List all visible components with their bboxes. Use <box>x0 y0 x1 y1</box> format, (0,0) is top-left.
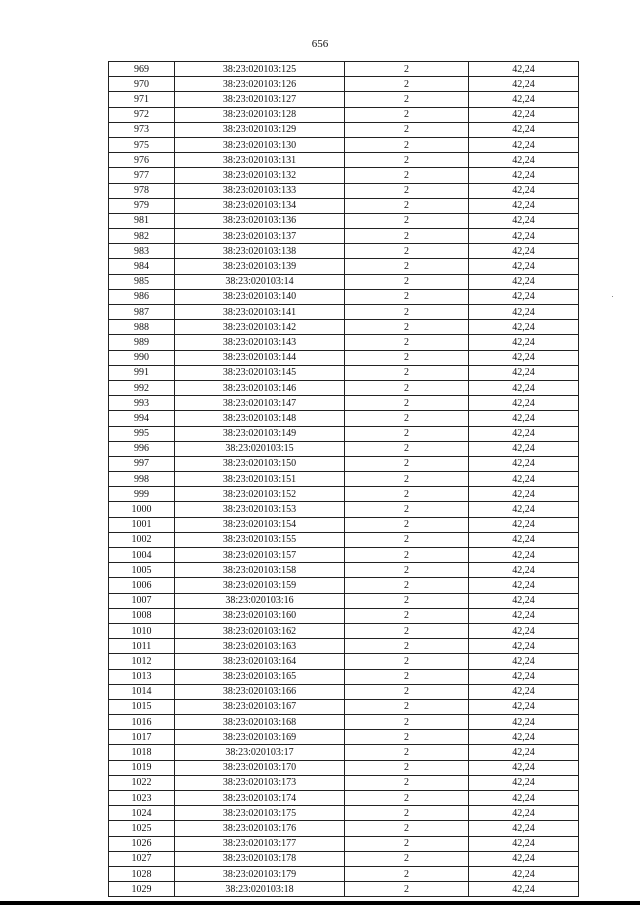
table-row <box>109 244 579 259</box>
count-cell: 2 <box>345 866 469 881</box>
scan-speck <box>612 296 613 297</box>
row-number-cell: 981 <box>109 213 175 228</box>
count-cell: 2 <box>345 760 469 775</box>
cadastral-number-cell: 38:23:020103:159 <box>175 578 345 593</box>
row-number-cell: 1028 <box>109 866 175 881</box>
area-cell: 42,24 <box>469 882 579 897</box>
area-cell: 42,24 <box>469 866 579 881</box>
row-number-cell: 988 <box>109 320 175 335</box>
count-cell: 2 <box>345 775 469 790</box>
row-number-cell: 978 <box>109 183 175 198</box>
count-cell: 2 <box>345 335 469 350</box>
table-row <box>109 396 579 411</box>
count-cell: 2 <box>345 426 469 441</box>
area-cell: 42,24 <box>469 137 579 152</box>
row-number-cell: 1012 <box>109 654 175 669</box>
count-cell: 2 <box>345 684 469 699</box>
area-cell: 42,24 <box>469 715 579 730</box>
area-cell: 42,24 <box>469 608 579 623</box>
cadastral-number-cell: 38:23:020103:127 <box>175 92 345 107</box>
table-row <box>109 760 579 775</box>
count-cell: 2 <box>345 639 469 654</box>
table-row <box>109 715 579 730</box>
row-number-cell: 1005 <box>109 563 175 578</box>
row-number-cell: 1004 <box>109 548 175 563</box>
count-cell: 2 <box>345 806 469 821</box>
table-row <box>109 153 579 168</box>
table-row <box>109 426 579 441</box>
cadastral-number-cell: 38:23:020103:177 <box>175 836 345 851</box>
row-number-cell: 1007 <box>109 593 175 608</box>
row-number-cell: 985 <box>109 274 175 289</box>
count-cell: 2 <box>345 229 469 244</box>
table-row <box>109 380 579 395</box>
area-cell: 42,24 <box>469 213 579 228</box>
cadastral-number-cell: 38:23:020103:158 <box>175 563 345 578</box>
count-cell: 2 <box>345 365 469 380</box>
table-row <box>109 335 579 350</box>
table-row <box>109 122 579 137</box>
count-cell: 2 <box>345 532 469 547</box>
table-row <box>109 866 579 881</box>
area-cell: 42,24 <box>469 426 579 441</box>
row-number-cell: 1006 <box>109 578 175 593</box>
area-cell: 42,24 <box>469 639 579 654</box>
cadastral-number-cell: 38:23:020103:167 <box>175 699 345 714</box>
area-cell: 42,24 <box>469 487 579 502</box>
area-cell: 42,24 <box>469 289 579 304</box>
count-cell: 2 <box>345 791 469 806</box>
area-cell: 42,24 <box>469 472 579 487</box>
row-number-cell: 977 <box>109 168 175 183</box>
table-row <box>109 213 579 228</box>
cadastral-number-cell: 38:23:020103:168 <box>175 715 345 730</box>
row-number-cell: 972 <box>109 107 175 122</box>
area-cell: 42,24 <box>469 259 579 274</box>
area-cell: 42,24 <box>469 517 579 532</box>
area-cell: 42,24 <box>469 836 579 851</box>
table-row <box>109 62 579 77</box>
count-cell: 2 <box>345 502 469 517</box>
cadastral-number-cell: 38:23:020103:125 <box>175 62 345 77</box>
row-number-cell: 976 <box>109 153 175 168</box>
table-row <box>109 851 579 866</box>
table-row <box>109 684 579 699</box>
table-row <box>109 229 579 244</box>
row-number-cell: 1023 <box>109 791 175 806</box>
count-cell: 2 <box>345 244 469 259</box>
table-row <box>109 320 579 335</box>
count-cell: 2 <box>345 213 469 228</box>
cadastral-number-cell: 38:23:020103:145 <box>175 365 345 380</box>
row-number-cell: 1017 <box>109 730 175 745</box>
count-cell: 2 <box>345 168 469 183</box>
cadastral-number-cell: 38:23:020103:153 <box>175 502 345 517</box>
table-row <box>109 274 579 289</box>
row-number-cell: 1027 <box>109 851 175 866</box>
area-cell: 42,24 <box>469 532 579 547</box>
table-row <box>109 669 579 684</box>
area-cell: 42,24 <box>469 380 579 395</box>
table-row <box>109 578 579 593</box>
cadastral-number-cell: 38:23:020103:164 <box>175 654 345 669</box>
cadastral-number-cell: 38:23:020103:146 <box>175 380 345 395</box>
count-cell: 2 <box>345 517 469 532</box>
cadastral-number-cell: 38:23:020103:142 <box>175 320 345 335</box>
count-cell: 2 <box>345 456 469 471</box>
cadastral-number-cell: 38:23:020103:144 <box>175 350 345 365</box>
area-cell: 42,24 <box>469 548 579 563</box>
count-cell: 2 <box>345 77 469 92</box>
area-cell: 42,24 <box>469 122 579 137</box>
table-row <box>109 563 579 578</box>
count-cell: 2 <box>345 654 469 669</box>
count-cell: 2 <box>345 122 469 137</box>
row-number-cell: 969 <box>109 62 175 77</box>
row-number-cell: 1000 <box>109 502 175 517</box>
table-row <box>109 198 579 213</box>
row-number-cell: 998 <box>109 472 175 487</box>
area-cell: 42,24 <box>469 745 579 760</box>
row-number-cell: 999 <box>109 487 175 502</box>
scan-speck <box>148 852 149 853</box>
count-cell: 2 <box>345 851 469 866</box>
table-row <box>109 411 579 426</box>
table-row <box>109 77 579 92</box>
cadastral-number-cell: 38:23:020103:134 <box>175 198 345 213</box>
cadastral-number-cell: 38:23:020103:148 <box>175 411 345 426</box>
row-number-cell: 1010 <box>109 623 175 638</box>
row-number-cell: 983 <box>109 244 175 259</box>
row-number-cell: 1029 <box>109 882 175 897</box>
cadastral-number-cell: 38:23:020103:133 <box>175 183 345 198</box>
table-row <box>109 532 579 547</box>
area-cell: 42,24 <box>469 699 579 714</box>
cadastral-number-cell: 38:23:020103:130 <box>175 137 345 152</box>
count-cell: 2 <box>345 882 469 897</box>
area-cell: 42,24 <box>469 62 579 77</box>
row-number-cell: 990 <box>109 350 175 365</box>
count-cell: 2 <box>345 137 469 152</box>
area-cell: 42,24 <box>469 578 579 593</box>
count-cell: 2 <box>345 593 469 608</box>
area-cell: 42,24 <box>469 365 579 380</box>
cadastral-number-cell: 38:23:020103:152 <box>175 487 345 502</box>
table-row <box>109 623 579 638</box>
cadastral-number-cell: 38:23:020103:17 <box>175 745 345 760</box>
row-number-cell: 979 <box>109 198 175 213</box>
row-number-cell: 1018 <box>109 745 175 760</box>
count-cell: 2 <box>345 745 469 760</box>
count-cell: 2 <box>345 198 469 213</box>
cadastral-number-cell: 38:23:020103:141 <box>175 305 345 320</box>
area-cell: 42,24 <box>469 107 579 122</box>
area-cell: 42,24 <box>469 441 579 456</box>
row-number-cell: 997 <box>109 456 175 471</box>
count-cell: 2 <box>345 320 469 335</box>
area-cell: 42,24 <box>469 623 579 638</box>
area-cell: 42,24 <box>469 821 579 836</box>
cadastral-number-cell: 38:23:020103:166 <box>175 684 345 699</box>
table-row <box>109 821 579 836</box>
count-cell: 2 <box>345 411 469 426</box>
table-row <box>109 730 579 745</box>
cadastral-number-cell: 38:23:020103:126 <box>175 77 345 92</box>
count-cell: 2 <box>345 699 469 714</box>
cadastral-number-cell: 38:23:020103:154 <box>175 517 345 532</box>
count-cell: 2 <box>345 472 469 487</box>
row-number-cell: 992 <box>109 380 175 395</box>
table-row <box>109 882 579 897</box>
table-row <box>109 350 579 365</box>
cadastral-number-cell: 38:23:020103:143 <box>175 335 345 350</box>
table-row <box>109 502 579 517</box>
table-row <box>109 305 579 320</box>
row-number-cell: 1001 <box>109 517 175 532</box>
count-cell: 2 <box>345 821 469 836</box>
table-row <box>109 593 579 608</box>
cadastral-number-cell: 38:23:020103:137 <box>175 229 345 244</box>
cadastral-number-cell: 38:23:020103:160 <box>175 608 345 623</box>
table-row <box>109 836 579 851</box>
row-number-cell: 1015 <box>109 699 175 714</box>
row-number-cell: 975 <box>109 137 175 152</box>
table-row <box>109 456 579 471</box>
row-number-cell: 989 <box>109 335 175 350</box>
row-number-cell: 982 <box>109 229 175 244</box>
cadastral-number-cell: 38:23:020103:138 <box>175 244 345 259</box>
cadastral-number-cell: 38:23:020103:151 <box>175 472 345 487</box>
parcel-table <box>108 61 579 897</box>
area-cell: 42,24 <box>469 153 579 168</box>
count-cell: 2 <box>345 578 469 593</box>
cadastral-number-cell: 38:23:020103:178 <box>175 851 345 866</box>
area-cell: 42,24 <box>469 851 579 866</box>
row-number-cell: 996 <box>109 441 175 456</box>
area-cell: 42,24 <box>469 396 579 411</box>
area-cell: 42,24 <box>469 806 579 821</box>
cadastral-number-cell: 38:23:020103:173 <box>175 775 345 790</box>
cadastral-number-cell: 38:23:020103:139 <box>175 259 345 274</box>
table-row <box>109 487 579 502</box>
cadastral-number-cell: 38:23:020103:157 <box>175 548 345 563</box>
cadastral-number-cell: 38:23:020103:174 <box>175 791 345 806</box>
cadastral-number-cell: 38:23:020103:136 <box>175 213 345 228</box>
cadastral-number-cell: 38:23:020103:14 <box>175 274 345 289</box>
table-row <box>109 745 579 760</box>
scan-edge-bar <box>0 901 640 905</box>
count-cell: 2 <box>345 730 469 745</box>
area-cell: 42,24 <box>469 760 579 775</box>
table-row <box>109 806 579 821</box>
area-cell: 42,24 <box>469 92 579 107</box>
cadastral-number-cell: 38:23:020103:150 <box>175 456 345 471</box>
table-row <box>109 107 579 122</box>
cadastral-number-cell: 38:23:020103:18 <box>175 882 345 897</box>
row-number-cell: 987 <box>109 305 175 320</box>
count-cell: 2 <box>345 669 469 684</box>
count-cell: 2 <box>345 62 469 77</box>
count-cell: 2 <box>345 563 469 578</box>
count-cell: 2 <box>345 623 469 638</box>
count-cell: 2 <box>345 153 469 168</box>
row-number-cell: 970 <box>109 77 175 92</box>
cadastral-number-cell: 38:23:020103:179 <box>175 866 345 881</box>
area-cell: 42,24 <box>469 669 579 684</box>
row-number-cell: 1008 <box>109 608 175 623</box>
area-cell: 42,24 <box>469 305 579 320</box>
cadastral-number-cell: 38:23:020103:140 <box>175 289 345 304</box>
table-row <box>109 365 579 380</box>
area-cell: 42,24 <box>469 168 579 183</box>
cadastral-number-cell: 38:23:020103:15 <box>175 441 345 456</box>
row-number-cell: 986 <box>109 289 175 304</box>
area-cell: 42,24 <box>469 198 579 213</box>
count-cell: 2 <box>345 396 469 411</box>
area-cell: 42,24 <box>469 730 579 745</box>
count-cell: 2 <box>345 259 469 274</box>
area-cell: 42,24 <box>469 350 579 365</box>
row-number-cell: 984 <box>109 259 175 274</box>
area-cell: 42,24 <box>469 183 579 198</box>
area-cell: 42,24 <box>469 775 579 790</box>
table-row <box>109 259 579 274</box>
count-cell: 2 <box>345 289 469 304</box>
table-row <box>109 699 579 714</box>
row-number-cell: 1026 <box>109 836 175 851</box>
count-cell: 2 <box>345 350 469 365</box>
row-number-cell: 1022 <box>109 775 175 790</box>
cadastral-number-cell: 38:23:020103:170 <box>175 760 345 775</box>
count-cell: 2 <box>345 107 469 122</box>
table-row <box>109 654 579 669</box>
table-row <box>109 608 579 623</box>
area-cell: 42,24 <box>469 654 579 669</box>
count-cell: 2 <box>345 548 469 563</box>
row-number-cell: 1013 <box>109 669 175 684</box>
count-cell: 2 <box>345 487 469 502</box>
count-cell: 2 <box>345 305 469 320</box>
count-cell: 2 <box>345 836 469 851</box>
cadastral-number-cell: 38:23:020103:165 <box>175 669 345 684</box>
parcel-table-body <box>109 62 579 897</box>
cadastral-number-cell: 38:23:020103:169 <box>175 730 345 745</box>
area-cell: 42,24 <box>469 502 579 517</box>
cadastral-number-cell: 38:23:020103:163 <box>175 639 345 654</box>
cadastral-number-cell: 38:23:020103:132 <box>175 168 345 183</box>
count-cell: 2 <box>345 441 469 456</box>
table-row <box>109 472 579 487</box>
count-cell: 2 <box>345 715 469 730</box>
area-cell: 42,24 <box>469 77 579 92</box>
row-number-cell: 1016 <box>109 715 175 730</box>
cadastral-number-cell: 38:23:020103:162 <box>175 623 345 638</box>
area-cell: 42,24 <box>469 791 579 806</box>
table-row <box>109 639 579 654</box>
area-cell: 42,24 <box>469 274 579 289</box>
cadastral-number-cell: 38:23:020103:175 <box>175 806 345 821</box>
area-cell: 42,24 <box>469 563 579 578</box>
area-cell: 42,24 <box>469 229 579 244</box>
row-number-cell: 994 <box>109 411 175 426</box>
row-number-cell: 993 <box>109 396 175 411</box>
row-number-cell: 1002 <box>109 532 175 547</box>
row-number-cell: 1019 <box>109 760 175 775</box>
table-row <box>109 168 579 183</box>
area-cell: 42,24 <box>469 456 579 471</box>
cadastral-number-cell: 38:23:020103:16 <box>175 593 345 608</box>
table-row <box>109 441 579 456</box>
cadastral-number-cell: 38:23:020103:129 <box>175 122 345 137</box>
area-cell: 42,24 <box>469 335 579 350</box>
table-row <box>109 791 579 806</box>
count-cell: 2 <box>345 380 469 395</box>
row-number-cell: 995 <box>109 426 175 441</box>
row-number-cell: 1025 <box>109 821 175 836</box>
area-cell: 42,24 <box>469 411 579 426</box>
cadastral-number-cell: 38:23:020103:176 <box>175 821 345 836</box>
table-row <box>109 289 579 304</box>
row-number-cell: 971 <box>109 92 175 107</box>
area-cell: 42,24 <box>469 320 579 335</box>
table-row <box>109 775 579 790</box>
row-number-cell: 1014 <box>109 684 175 699</box>
count-cell: 2 <box>345 608 469 623</box>
count-cell: 2 <box>345 92 469 107</box>
table-row <box>109 137 579 152</box>
row-number-cell: 1024 <box>109 806 175 821</box>
table-row <box>109 92 579 107</box>
count-cell: 2 <box>345 274 469 289</box>
area-cell: 42,24 <box>469 244 579 259</box>
cadastral-number-cell: 38:23:020103:131 <box>175 153 345 168</box>
cadastral-number-cell: 38:23:020103:155 <box>175 532 345 547</box>
count-cell: 2 <box>345 183 469 198</box>
table-row <box>109 517 579 532</box>
area-cell: 42,24 <box>469 593 579 608</box>
cadastral-number-cell: 38:23:020103:128 <box>175 107 345 122</box>
area-cell: 42,24 <box>469 684 579 699</box>
page-number: 656 <box>311 38 329 50</box>
row-number-cell: 973 <box>109 122 175 137</box>
cadastral-number-cell: 38:23:020103:147 <box>175 396 345 411</box>
cadastral-number-cell: 38:23:020103:149 <box>175 426 345 441</box>
row-number-cell: 1011 <box>109 639 175 654</box>
row-number-cell: 991 <box>109 365 175 380</box>
table-row <box>109 548 579 563</box>
table-row <box>109 183 579 198</box>
